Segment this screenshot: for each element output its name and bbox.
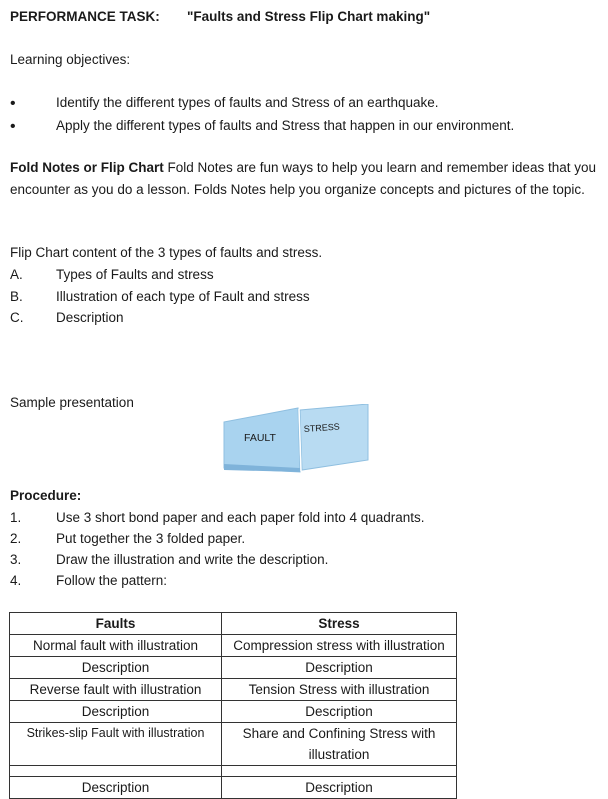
table-row [10,679,457,701]
table-cell: Description [10,777,222,799]
column-header-stress: Stress [222,613,457,635]
card-right-panel [300,404,368,470]
table-row [10,657,457,679]
list-item: Illustration of each type of Fault and stress [56,289,310,304]
fold-notes-lead: Fold Notes or Flip Chart [10,160,164,175]
fold-notes-text: Fold Notes are fun ways to help you learn and remember ideas that you encounter as you do a lesson. Folds Notes help you organize concepts and pictures of the topic. [10,160,596,197]
table-cell: Share and Confining Stress with illustration [222,723,457,766]
column-header-faults: Faults [10,613,222,635]
step-marker: 2. [10,531,22,546]
step-marker: 4. [10,573,22,588]
table-cell: Reverse fault with illustration [10,679,222,701]
table-cell: Description [222,701,457,723]
list-marker: A. [10,267,23,282]
table-cell: Description [222,777,457,799]
learning-objectives-heading: Learning objectives: [10,52,131,67]
table-cell [10,766,222,777]
card-stress-label: STRESS [303,421,341,434]
procedure-step: Draw the illustration and write the description. [56,552,329,567]
task-label: PERFORMANCE TASK: [10,9,160,24]
fold-notes-paragraph [10,157,604,201]
table-header-row [10,613,457,635]
objective-item: Apply the different types of faults and Stress that happen in our environment. [56,118,515,133]
sample-presentation-label: Sample presentation [10,395,134,410]
list-item: Types of Faults and stress [56,267,214,282]
table-cell: Normal fault with illustration [10,635,222,657]
folded-card-illustration [222,404,370,474]
bullet-icon: • [10,118,16,135]
table-row [10,701,457,723]
table-row [10,635,457,657]
card-fault-label: FAULT [244,432,276,444]
procedure-step: Use 3 short bond paper and each paper fold into 4 quadrants. [56,510,425,525]
objective-item: Identify the different types of faults and Stress of an earthquake. [56,95,439,110]
task-title: "Faults and Stress Flip Chart making" [187,9,431,24]
flip-chart-content-heading: Flip Chart content of the 3 types of faults and stress. [10,245,323,260]
procedure-step: Put together the 3 folded paper. [56,531,246,546]
bullet-icon: • [10,95,16,112]
table-row [10,777,457,799]
table-cell [222,766,457,777]
procedure-heading: Procedure: [10,488,82,503]
table-cell: Description [10,701,222,723]
table-cell: Compression stress with illustration [222,635,457,657]
list-marker: B. [10,289,23,304]
pattern-table [9,612,457,799]
table-cell: Tension Stress with illustration [222,679,457,701]
procedure-step: Follow the pattern: [56,573,168,588]
table-cell: Description [222,657,457,679]
step-marker: 1. [10,510,22,525]
table-cell: Description [10,657,222,679]
table-row [10,766,457,777]
table-cell: Strikes-slip Fault with illustration [10,723,222,766]
table-row [10,723,457,766]
list-item: Description [56,310,124,325]
list-marker: C. [10,310,24,325]
step-marker: 3. [10,552,22,567]
